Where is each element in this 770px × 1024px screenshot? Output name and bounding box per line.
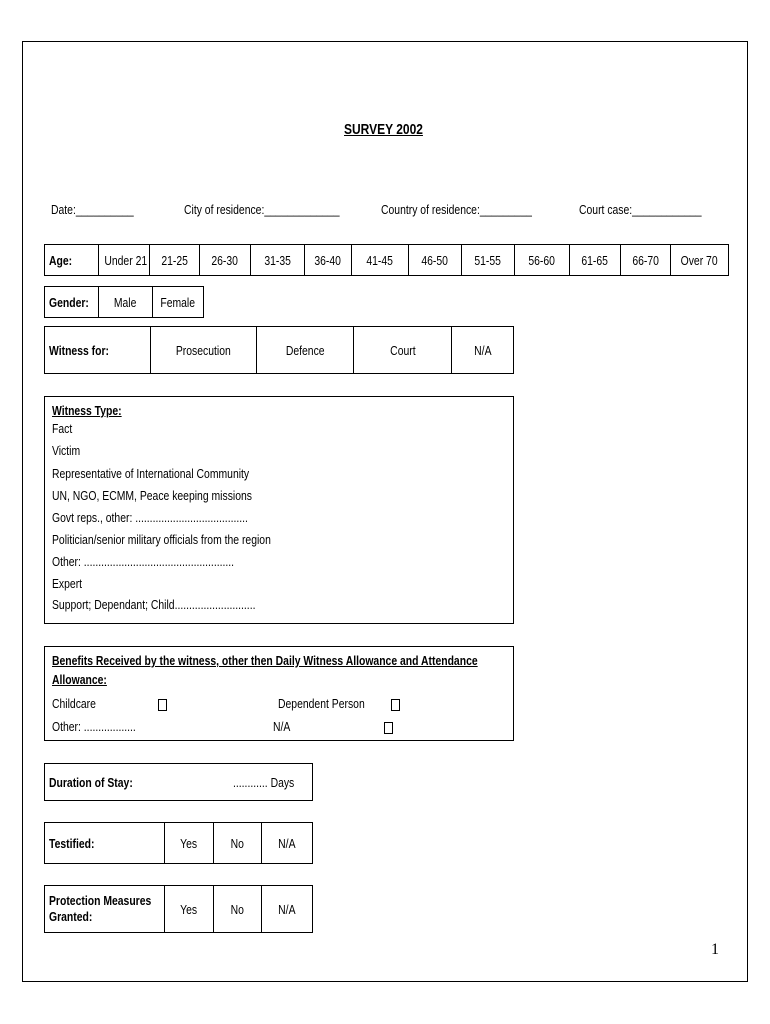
testified-yes[interactable]: Yes	[165, 823, 214, 864]
witness-type-option[interactable]: UN, NGO, ECMM, Peace keeping missions	[52, 488, 252, 503]
age-option[interactable]: 41-45	[352, 245, 409, 276]
age-option[interactable]: 66-70	[621, 245, 671, 276]
age-option[interactable]: Under 21	[99, 245, 150, 276]
testified-table	[44, 822, 313, 864]
age-option[interactable]: Over 70	[671, 245, 729, 276]
benefits-heading-cont: Allowance:	[52, 672, 107, 687]
gender-option-female[interactable]: Female	[153, 287, 204, 318]
witness-type-option[interactable]: Govt reps., other: .......................................	[52, 510, 248, 525]
protection-na[interactable]: N/A	[262, 886, 313, 933]
benefits-box	[44, 646, 514, 741]
protection-yes[interactable]: Yes	[165, 886, 214, 933]
protection-table	[44, 885, 313, 933]
age-option[interactable]: 56-60	[515, 245, 570, 276]
childcare-checkbox[interactable]	[158, 699, 167, 711]
witness-type-option[interactable]: Politician/senior military officials from the region	[52, 532, 271, 547]
duration-days-field[interactable]: ............ Days	[233, 775, 295, 790]
protection-label: Protection Measures Granted:	[45, 886, 165, 933]
witness-for-label: Witness for:	[45, 327, 151, 374]
age-label: Age:	[45, 245, 99, 276]
benefits-na-label: N/A	[273, 719, 291, 734]
duration-label: Duration of Stay:	[49, 774, 133, 790]
age-option[interactable]: 31-35	[251, 245, 305, 276]
benefits-heading: Benefits Received by the witness, other then Daily Witness Allowance and Attendance	[52, 653, 478, 668]
childcare-label: Childcare	[52, 696, 96, 711]
survey-page	[22, 41, 748, 982]
dependent-person-label: Dependent Person	[278, 696, 365, 711]
witness-type-option[interactable]: Fact	[52, 421, 73, 436]
page-title: SURVEY 2002	[344, 121, 423, 138]
witness-for-court[interactable]: Court	[354, 327, 452, 374]
duration-row	[45, 764, 313, 801]
age-option[interactable]: 61-65	[570, 245, 621, 276]
age-option[interactable]: 46-50	[409, 245, 462, 276]
age-option[interactable]: 51-55	[462, 245, 515, 276]
duration-table	[44, 763, 313, 801]
witness-type-option[interactable]: Support; Dependant; Child............................	[52, 597, 256, 612]
protection-no[interactable]: No	[214, 886, 262, 933]
witness-for-prosecution[interactable]: Prosecution	[151, 327, 257, 374]
testified-no[interactable]: No	[214, 823, 262, 864]
court-case-field[interactable]: Court case:____________	[579, 202, 702, 217]
gender-label: Gender:	[45, 287, 99, 318]
testified-label: Testified:	[45, 823, 165, 864]
age-table	[44, 244, 729, 276]
age-option[interactable]: 26-30	[200, 245, 251, 276]
witness-type-option[interactable]: Representative of International Community	[52, 466, 250, 481]
witness-type-option[interactable]: Expert	[52, 576, 83, 591]
date-field[interactable]: Date:__________	[51, 202, 134, 217]
witness-for-na[interactable]: N/A	[452, 327, 514, 374]
page-number: 1	[711, 941, 719, 958]
witness-for-table	[44, 326, 514, 374]
city-field[interactable]: City of residence:_____________	[184, 202, 340, 217]
gender-table	[44, 286, 204, 318]
other-benefit-field[interactable]: Other: ..................	[52, 719, 136, 734]
witness-type-heading: Witness Type:	[52, 403, 122, 418]
testified-na[interactable]: N/A	[262, 823, 313, 864]
country-field[interactable]: Country of residence:_________	[381, 202, 532, 217]
dependent-person-checkbox[interactable]	[391, 699, 400, 711]
witness-for-defence[interactable]: Defence	[257, 327, 354, 374]
witness-type-option[interactable]: Other: ....................................................	[52, 554, 235, 569]
witness-type-option[interactable]: Victim	[52, 443, 81, 458]
witness-type-box	[44, 396, 514, 624]
age-option[interactable]: 36-40	[305, 245, 352, 276]
age-option[interactable]: 21-25	[150, 245, 200, 276]
gender-option-male[interactable]: Male	[99, 287, 153, 318]
benefits-na-checkbox[interactable]	[384, 722, 393, 734]
